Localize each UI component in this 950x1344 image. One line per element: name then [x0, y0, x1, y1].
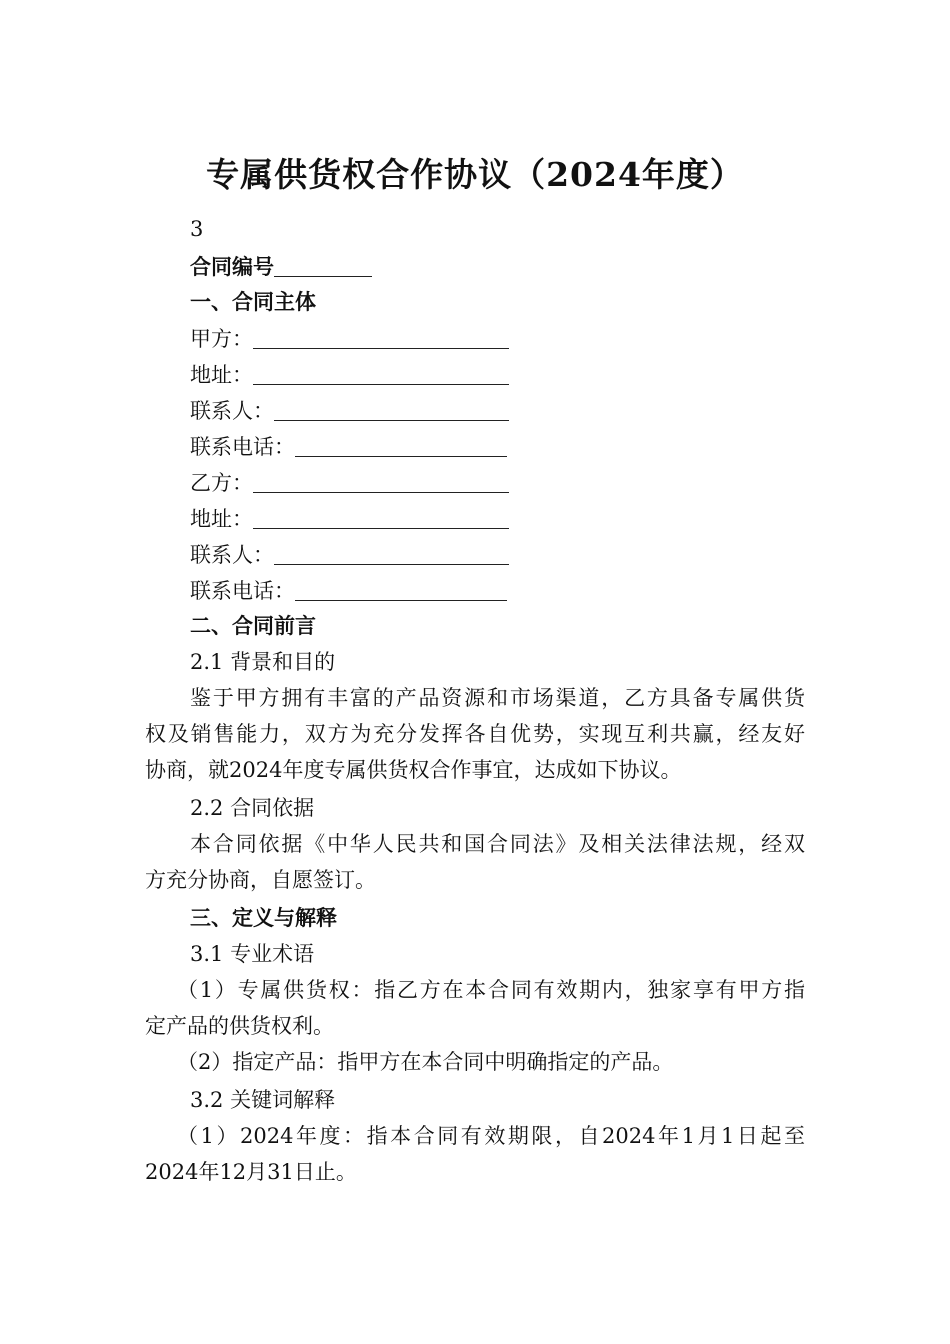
keyword-1-line-2: 2024年12月31日止。 — [145, 1160, 357, 1184]
paragraph-2-1-line-2: 权及销售能力，双方为充分发挥各自优势，实现互利共赢，经友好 — [145, 722, 805, 746]
address-a-line — [190, 359, 509, 390]
address-b-blank — [253, 506, 509, 529]
section-1-heading: 一、合同主体 — [190, 289, 316, 314]
phone-a-label: 联系电话： — [190, 435, 295, 459]
address-a-blank — [253, 362, 509, 385]
contact-b-label: 联系人： — [190, 543, 274, 567]
address-b-line — [190, 503, 509, 534]
address-a-label: 地址： — [190, 363, 253, 387]
party-a-line — [190, 323, 509, 354]
contract-number-line — [190, 251, 372, 282]
section-2-1-heading: 2.1 背景和目的 — [190, 650, 336, 674]
term-1-line-2: 定产品的供货权利。 — [145, 1014, 334, 1038]
party-b-line — [190, 467, 509, 498]
paragraph-2-2-line-2: 方充分协商，自愿签订。 — [145, 868, 376, 892]
paragraph-2-1-line-1: 鉴于甲方拥有丰富的产品资源和市场渠道，乙方具备专属供货 — [190, 686, 805, 710]
section-2-2-heading: 2.2 合同依据 — [190, 796, 315, 820]
paragraph-2-1-line-3: 协商，就2024年度专属供货权合作事宜，达成如下协议。 — [145, 758, 682, 782]
phone-b-line — [190, 575, 507, 606]
contract-number-blank — [274, 254, 372, 277]
section-3-heading: 三、定义与解释 — [190, 905, 337, 930]
phone-a-line — [190, 431, 507, 462]
party-b-label: 乙方： — [190, 471, 253, 495]
page-number: 3 — [190, 217, 204, 241]
section-3-2-heading: 3.2 关键词解释 — [190, 1088, 336, 1112]
party-a-blank — [253, 326, 509, 349]
contact-b-line — [190, 539, 509, 570]
phone-b-label: 联系电话： — [190, 579, 295, 603]
party-a-label: 甲方： — [190, 327, 253, 351]
address-b-label: 地址： — [190, 507, 253, 531]
term-1-line-1: （1）专属供货权：指乙方在本合同有效期内，独家享有甲方指 — [177, 978, 805, 1002]
party-b-blank — [253, 470, 509, 493]
term-2: （2）指定产品：指甲方在本合同中明确指定的产品。 — [177, 1050, 674, 1074]
contact-b-blank — [274, 542, 509, 565]
phone-b-blank — [295, 578, 507, 601]
keyword-1-line-1: （1）2024年度：指本合同有效期限，自2024年1月1日起至 — [177, 1124, 805, 1148]
paragraph-2-2-line-1: 本合同依据《中华人民共和国合同法》及相关法律法规，经双 — [190, 832, 805, 856]
contact-a-label: 联系人： — [190, 399, 274, 423]
document-title: 专属供货权合作协议（2024年度） — [206, 155, 744, 194]
phone-a-blank — [295, 434, 507, 457]
contact-a-line — [190, 395, 509, 426]
contact-a-blank — [274, 398, 509, 421]
contract-number-label: 合同编号 — [190, 254, 274, 279]
section-3-1-heading: 3.1 专业术语 — [190, 942, 315, 966]
section-2-heading: 二、合同前言 — [190, 613, 316, 638]
